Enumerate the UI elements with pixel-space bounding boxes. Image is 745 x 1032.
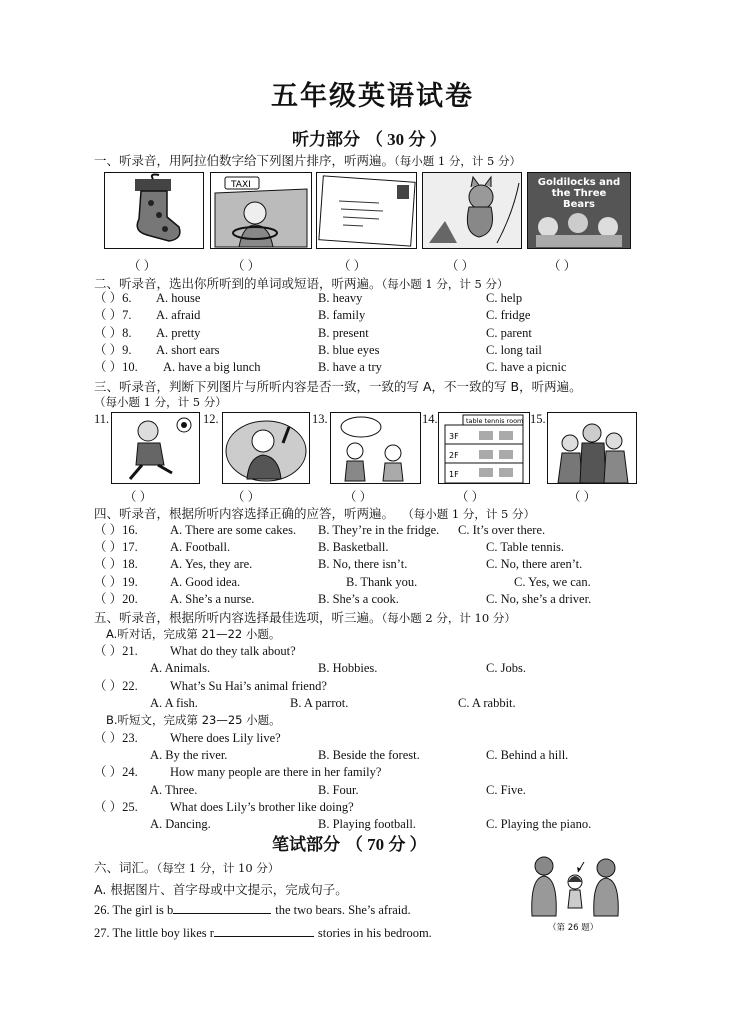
s2-option-b: B. blue eyes bbox=[318, 343, 380, 357]
section-4-points: （每小题 1 分，计 5 分） bbox=[408, 507, 536, 521]
s5-option-c: C. Behind a hill. bbox=[486, 748, 569, 762]
s5-num: （ ）25. bbox=[94, 800, 138, 814]
s2-option-a: A. have a big lunch bbox=[163, 360, 261, 374]
section-6-part-a: A. 根据图片、首字母或中文提示，完成句子。 bbox=[94, 882, 348, 897]
picture-boy-thinking bbox=[222, 412, 310, 484]
s2-option-c: C. fridge bbox=[486, 308, 531, 322]
s4-option-c: C. It’s over there. bbox=[458, 523, 546, 537]
q26-suffix: the two bears. She’s afraid. bbox=[275, 903, 411, 917]
section-4-title bbox=[94, 504, 535, 522]
listening-heading-text: 听力部分 bbox=[292, 130, 360, 150]
s2-option-c: C. parent bbox=[486, 326, 532, 340]
s2-option-b: B. family bbox=[318, 308, 366, 322]
listening-score: （ 30 分 ） bbox=[365, 130, 447, 149]
bears-illustration-icon bbox=[528, 207, 630, 247]
s2-option-b: B. have a try bbox=[318, 360, 382, 374]
s5-option-c: C. Playing the piano. bbox=[486, 817, 592, 831]
question-26 bbox=[94, 902, 411, 919]
section-6-title-text: 六、词汇。 bbox=[94, 860, 157, 875]
goldilocks-book-title: Goldilocks and the Three Bears bbox=[537, 177, 621, 210]
s4-option-b: B. She’s a cook. bbox=[318, 592, 399, 606]
s2-num: （ ）10. bbox=[94, 360, 138, 374]
section-2-points: （每小题 1 分，计 5 分） bbox=[381, 277, 509, 291]
s2-option-a: A. pretty bbox=[156, 326, 201, 340]
svg-text:TAXI: TAXI bbox=[231, 180, 251, 190]
room-label: table tennis room bbox=[466, 417, 524, 425]
listening-heading bbox=[292, 125, 447, 150]
picture-caption: （第 26 题） bbox=[548, 923, 599, 933]
s5-option-b: B. Playing football. bbox=[318, 817, 416, 831]
s1-blank-3[interactable]: （ ） bbox=[338, 259, 367, 273]
picture-building-floors bbox=[438, 412, 530, 484]
s2-option-b: B. present bbox=[318, 326, 369, 340]
s5-question: How many people are there in her family? bbox=[170, 765, 382, 779]
s5-option-b: B. Beside the forest. bbox=[318, 748, 420, 762]
s3-num-11: 11. bbox=[94, 412, 110, 426]
s2-num: （ ）8. bbox=[94, 326, 132, 340]
s2-option-c: C. long tail bbox=[486, 343, 542, 357]
s4-num: （ ）19. bbox=[94, 575, 138, 589]
s1-blank-5[interactable]: （ ） bbox=[548, 259, 577, 273]
section-6-points: （每空 1 分，计 10 分） bbox=[156, 861, 280, 875]
q27-suffix: stories in his bedroom. bbox=[317, 926, 432, 940]
s3-blank-3[interactable]: （ ） bbox=[344, 490, 373, 504]
s4-option-c: C. Yes, we can. bbox=[514, 575, 591, 589]
s4-option-c: C. Table tennis. bbox=[486, 540, 565, 554]
kids-talking-icon bbox=[331, 413, 420, 483]
section-3-points-text: （每小题 1 分，计 5 分） bbox=[94, 395, 227, 409]
s4-option-c: C. No, she’s a driver. bbox=[486, 592, 592, 606]
picture-goldilocks-book bbox=[527, 172, 631, 249]
section-5-title-text: 五、听录音，根据所听内容选择最佳选项，听三遍。 bbox=[94, 610, 382, 625]
s5-num: （ ）23. bbox=[94, 731, 138, 745]
q27-prefix: 27. The little boy likes r bbox=[94, 926, 214, 940]
s3-blank-1[interactable]: （ ） bbox=[124, 490, 153, 504]
section-5-points: （每小题 2 分，计 10 分） bbox=[381, 611, 516, 625]
s4-option-b: B. Basketball. bbox=[318, 540, 389, 554]
s4-option-b: B. They’re in the fridge. bbox=[318, 523, 440, 537]
s5-option-c: C. A rabbit. bbox=[458, 696, 516, 710]
s5-option-b: B. A parrot. bbox=[290, 696, 349, 710]
building-icon bbox=[439, 413, 529, 483]
floor-3f: 3F bbox=[449, 432, 459, 441]
s4-option-a: A. Good idea. bbox=[170, 575, 241, 589]
s3-blank-2[interactable]: （ ） bbox=[232, 490, 261, 504]
s4-option-a: A. Football. bbox=[170, 540, 231, 554]
s2-option-c: C. help bbox=[486, 291, 523, 305]
s5-option-b: B. Hobbies. bbox=[318, 661, 378, 675]
picture-christmas-stocking bbox=[104, 172, 204, 249]
s4-num: （ ）20. bbox=[94, 592, 138, 606]
christmas-stocking-icon bbox=[105, 173, 203, 248]
s5-option-a: A. Animals. bbox=[150, 661, 211, 675]
s1-blank-1[interactable]: （ ） bbox=[128, 259, 157, 273]
s5-num: （ ）22. bbox=[94, 679, 138, 693]
s3-num-15: 15. bbox=[530, 412, 546, 426]
s5-question: What do they talk about? bbox=[170, 644, 296, 658]
envelope-letter-icon bbox=[317, 173, 416, 248]
s5-option-c: C. Five. bbox=[486, 783, 526, 797]
q27-answer-blank[interactable] bbox=[214, 936, 314, 937]
s4-option-a: A. There are some cakes. bbox=[170, 523, 297, 537]
s5-option-a: A. Dancing. bbox=[150, 817, 211, 831]
section-3-points bbox=[94, 394, 227, 410]
family-group-icon bbox=[548, 413, 636, 483]
s2-option-a: A. afraid bbox=[156, 308, 201, 322]
s4-num: （ ）17. bbox=[94, 540, 138, 554]
picture-cat-cartoon bbox=[422, 172, 522, 249]
section-5-title bbox=[94, 608, 516, 626]
s5-option-b: B. Four. bbox=[318, 783, 359, 797]
picture-family-group bbox=[547, 412, 637, 484]
s2-num: （ ）9. bbox=[94, 343, 132, 357]
s1-blank-2[interactable]: （ ） bbox=[232, 259, 261, 273]
s2-option-a: A. house bbox=[156, 291, 201, 305]
question-27 bbox=[94, 925, 432, 942]
s4-option-a: A. Yes, they are. bbox=[170, 557, 253, 571]
s4-option-a: A. She’s a nurse. bbox=[170, 592, 255, 606]
s4-option-c: C. No, there aren’t. bbox=[486, 557, 583, 571]
section-5-part-b: B.听短文，完成第 23—25 小题。 bbox=[106, 713, 281, 727]
picture-football-kid bbox=[111, 412, 200, 484]
cat-cartoon-icon bbox=[423, 173, 521, 248]
s4-num: （ ）16. bbox=[94, 523, 138, 537]
page-title: 五年级英语试卷 bbox=[271, 81, 474, 112]
s5-option-a: A. Three. bbox=[150, 783, 198, 797]
picture-kids-talking bbox=[330, 412, 421, 484]
football-kid-icon bbox=[112, 413, 199, 483]
s2-option-a: A. short ears bbox=[156, 343, 220, 357]
section-2-title-text: 二、听录音，选出你所听到的单词或短语，听两遍。 bbox=[94, 276, 382, 291]
s5-option-c: C. Jobs. bbox=[486, 661, 526, 675]
s4-option-b: B. Thank you. bbox=[346, 575, 418, 589]
section-1-points: （每小题 1 分，计 5 分） bbox=[394, 154, 522, 168]
s5-question: Where does Lily live? bbox=[170, 731, 281, 745]
s3-blank-5[interactable]: （ ） bbox=[568, 490, 597, 504]
s3-blank-4[interactable]: （ ） bbox=[456, 490, 485, 504]
s3-num-14: 14. bbox=[422, 412, 438, 426]
s3-num-13: 13. bbox=[312, 412, 328, 426]
section-5-part-a: A.听对话，完成第 21—22 小题。 bbox=[106, 627, 281, 641]
writing-score: （ 70 分 ） bbox=[345, 835, 427, 854]
q26-prefix: 26. The girl is b bbox=[94, 903, 174, 917]
floor-2f: 2F bbox=[449, 451, 459, 460]
picture-girl-between-bears bbox=[528, 852, 622, 920]
s2-num: （ ）6. bbox=[94, 291, 132, 305]
writing-heading bbox=[272, 830, 427, 855]
section-4-title-text: 四、听录音，根据所听内容选择正确的应答，听两遍。 bbox=[94, 506, 395, 521]
section-6-title bbox=[94, 858, 279, 876]
s4-option-b: B. No, there isn’t. bbox=[318, 557, 408, 571]
section-3-title: 三、听录音，判断下列图片与所听内容是否一致，一致的写 A，不一致的写 B，听两遍。 bbox=[94, 379, 582, 394]
s5-option-a: A. A fish. bbox=[150, 696, 198, 710]
picture-taxi-driver bbox=[210, 172, 312, 249]
boy-thinking-icon bbox=[223, 413, 309, 483]
s4-num: （ ）18. bbox=[94, 557, 138, 571]
s5-option-a: A. By the river. bbox=[150, 748, 228, 762]
s3-num-12: 12. bbox=[203, 412, 219, 426]
floor-1f: 1F bbox=[449, 470, 459, 479]
girl-between-bears-icon bbox=[528, 852, 622, 920]
writing-heading-text: 笔试部分 bbox=[272, 835, 340, 855]
s5-num: （ ）24. bbox=[94, 765, 138, 779]
s2-option-b: B. heavy bbox=[318, 291, 363, 305]
section-1-title bbox=[94, 151, 521, 169]
s1-blank-4[interactable]: （ ） bbox=[446, 259, 475, 273]
section-1-title-text: 一、听录音，用阿拉伯数字给下列图片排序，听两遍。 bbox=[94, 153, 395, 168]
picture-envelope-letter bbox=[316, 172, 417, 249]
s2-option-c: C. have a picnic bbox=[486, 360, 567, 374]
q26-answer-blank[interactable] bbox=[173, 913, 271, 914]
s5-num: （ ）21. bbox=[94, 644, 138, 658]
s5-question: What does Lily’s brother like doing? bbox=[170, 800, 354, 814]
s5-question: What’s Su Hai’s animal friend? bbox=[170, 679, 327, 693]
taxi-driver-icon bbox=[211, 173, 311, 248]
s2-num: （ ）7. bbox=[94, 308, 132, 322]
